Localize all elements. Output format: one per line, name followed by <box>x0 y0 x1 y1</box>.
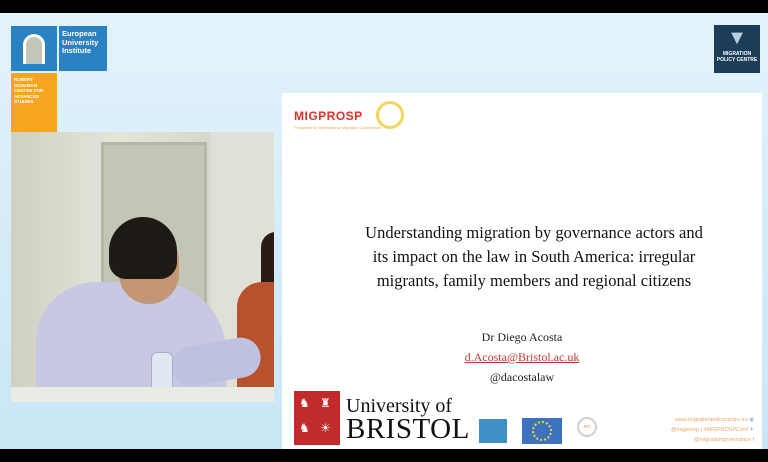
migprosp-logo <box>294 101 434 141</box>
slide-title <box>322 221 746 293</box>
contact-website: www.migrationpolicycentre.eu ◉ <box>674 417 754 423</box>
migprosp-tagline: Prospects for International Migration Governance <box>294 125 382 130</box>
migration-policy-centre-logo <box>714 25 760 73</box>
bristol-crest-icon: ♞ ♜ ♞ ☀ <box>294 391 340 445</box>
author-handle: @dacostalaw <box>489 370 555 384</box>
eui-logo <box>11 26 107 134</box>
speaker-hair <box>109 217 177 279</box>
eui-line3: Institute <box>62 46 92 55</box>
bristol-line2: BRISTOL <box>346 413 470 445</box>
bristol-line1: University of <box>346 395 453 417</box>
globe-icon <box>376 101 404 129</box>
globe-small-icon: ◉ <box>749 417 754 423</box>
eu-flag-icon <box>522 418 562 444</box>
rsc-label: ROBERT SCHUMAN CENTRE FOR ADVANCED STUDIES <box>11 73 57 134</box>
author-name: Dr Diego Acosta <box>481 330 563 344</box>
contact-twitter: @migprosp | #MIGPROSPConf ✦ <box>670 427 754 433</box>
table <box>11 387 274 402</box>
facebook-icon: f <box>752 437 754 443</box>
video-frame <box>0 13 768 449</box>
email-link[interactable]: d.Acosta@Bristol.ac.uk <box>464 350 580 364</box>
presentation-slide <box>282 93 762 449</box>
title-line: Understanding migration by governance actors and <box>365 223 703 242</box>
title-line: migrants, family members and regional citizens <box>376 271 692 290</box>
mpc-line1: MIGRATION <box>722 51 752 57</box>
mpc-small-logo <box>479 419 507 443</box>
eui-wordmark <box>59 26 107 71</box>
university-of-bristol-logo <box>294 391 479 445</box>
erc-logo: erc <box>577 417 601 445</box>
contact-info <box>671 415 754 445</box>
migprosp-name: MIGPROSP <box>294 109 363 123</box>
twitter-icon: ✦ <box>749 427 754 433</box>
eui-emblem <box>11 26 57 71</box>
mpc-mark-icon: ▼ <box>727 27 747 49</box>
title-line: its impact on the law in South America: irregular <box>372 247 696 266</box>
eui-line2: University <box>62 37 99 47</box>
mpc-line2: POLICY CENTRE <box>716 57 758 63</box>
eui-line1: European <box>62 29 97 38</box>
contact-facebook: @migrationgovernance f <box>693 437 754 443</box>
author-email[interactable] <box>282 350 762 365</box>
speaker-video <box>11 132 274 402</box>
